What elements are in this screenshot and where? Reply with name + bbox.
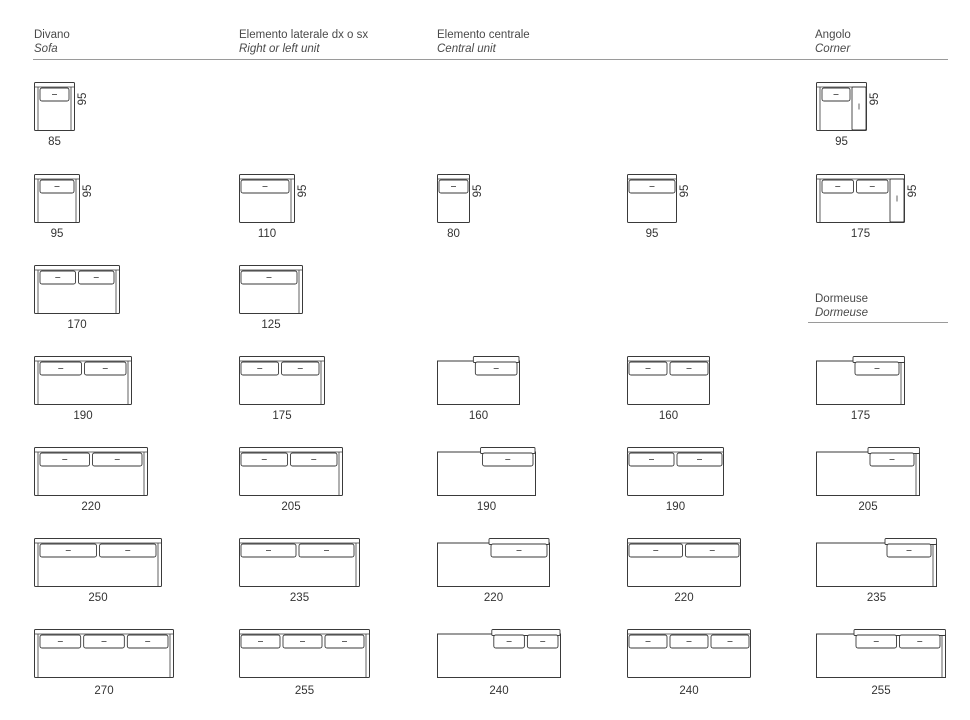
- width-label: 190: [665, 501, 686, 513]
- header-corner: [815, 28, 851, 56]
- unit-side-175: [237, 354, 327, 407]
- unit-sofa-85: [32, 80, 77, 133]
- header-central-title: Elemento centrale: [437, 29, 530, 41]
- unit-cen-240a: [435, 627, 563, 680]
- unit-side-255: [237, 627, 372, 680]
- width-label: 250: [88, 592, 108, 604]
- unit-side-125: [237, 263, 305, 316]
- width-label: 235: [289, 592, 310, 604]
- width-label: 220: [81, 501, 101, 513]
- unit-cen-160b: [625, 354, 712, 407]
- unit-sofa-220: [32, 445, 150, 498]
- header-side: [239, 28, 368, 56]
- unit-dorm-205: [814, 445, 922, 498]
- width-label: 205: [281, 501, 301, 513]
- width-label: 190: [476, 501, 497, 513]
- width-label: 175: [272, 410, 292, 422]
- header-corner-title: Angolo: [815, 29, 851, 41]
- unit-sofa-190: [32, 354, 134, 407]
- width-label: 95: [835, 136, 848, 148]
- unit-sofa-270: [32, 627, 176, 680]
- unit-central-95: [625, 172, 679, 225]
- width-label: 270: [94, 685, 114, 697]
- header-dormeuse-title: Dormeuse: [815, 293, 869, 305]
- header-sofa: [34, 28, 70, 56]
- header-dormeuse-subtitle: Dormeuse: [815, 307, 869, 319]
- width-label: 110: [257, 228, 277, 240]
- unit-cen-190a: [435, 445, 538, 498]
- depth-label: 95: [82, 184, 94, 197]
- unit-side-235: [237, 536, 362, 589]
- header-side-title: Elemento laterale dx o sx: [239, 29, 369, 41]
- width-label: 235: [866, 592, 887, 604]
- depth-label: 95: [77, 92, 89, 105]
- header-corner-subtitle: Corner: [815, 43, 851, 55]
- header-sofa-title: Divano: [34, 29, 70, 41]
- unit-side-110: [237, 172, 297, 225]
- width-label: 255: [871, 685, 891, 697]
- header-side-subtitle: Right or left unit: [239, 43, 320, 55]
- depth-label: 95: [472, 184, 484, 197]
- depth-label: 95: [297, 184, 309, 197]
- width-label: 190: [73, 410, 93, 422]
- width-label: 175: [850, 410, 871, 422]
- width-label: 160: [658, 410, 679, 422]
- unit-side-205: [237, 445, 345, 498]
- unit-dorm-175: [814, 354, 907, 407]
- header-sofa-subtitle: Sofa: [34, 43, 58, 55]
- width-label: 240: [489, 685, 509, 697]
- header-rule: [33, 59, 948, 60]
- unit-cen-220b: [625, 536, 743, 589]
- width-label: 240: [679, 685, 699, 697]
- unit-corner-175: [814, 172, 907, 225]
- unit-cen-190b: [625, 445, 726, 498]
- unit-central-80: [435, 172, 472, 225]
- header-dormeuse: [815, 292, 868, 320]
- unit-sofa-250: [32, 536, 164, 589]
- width-label: 175: [850, 228, 871, 240]
- unit-dorm-255: [814, 627, 948, 680]
- depth-label: 95: [907, 184, 919, 197]
- width-label: 95: [50, 228, 64, 240]
- depth-label: 95: [679, 184, 691, 197]
- unit-sofa-170: [32, 263, 122, 316]
- header-central-subtitle: Central unit: [437, 43, 496, 55]
- unit-sofa-95: [32, 172, 82, 225]
- unit-cen-220a: [435, 536, 552, 589]
- unit-dorm-235: [814, 536, 939, 589]
- width-label: 220: [674, 592, 694, 604]
- width-label: 85: [48, 136, 61, 148]
- depth-label: 95: [869, 92, 881, 105]
- width-label: 160: [468, 410, 489, 422]
- width-label: 205: [858, 501, 878, 513]
- dormeuse-rule: [808, 322, 948, 323]
- width-label: 125: [261, 319, 281, 331]
- width-label: 170: [67, 319, 87, 331]
- width-label: 220: [483, 592, 504, 604]
- width-label: 95: [645, 228, 659, 240]
- unit-corner-95: [814, 80, 869, 133]
- width-label: 80: [447, 228, 460, 240]
- header-central: [437, 28, 530, 56]
- unit-cen-160a: [435, 354, 522, 407]
- unit-cen-240b: [625, 627, 753, 680]
- width-label: 255: [294, 685, 315, 697]
